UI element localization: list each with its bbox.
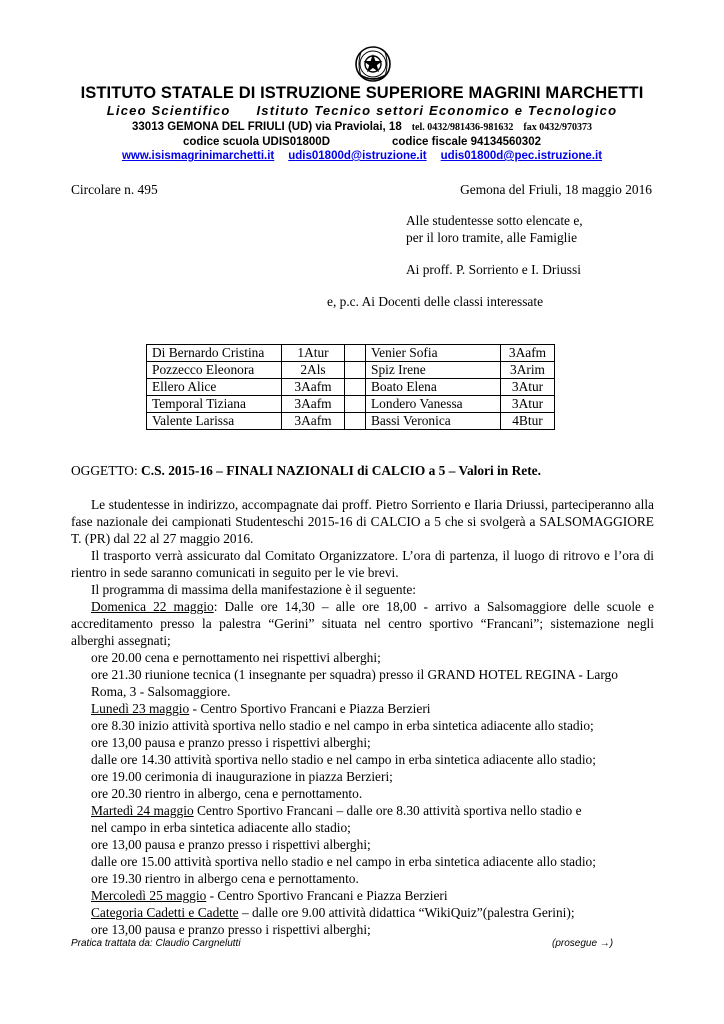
table-separator: [345, 396, 366, 413]
program-line: ore 13,00 pausa e pranzo presso i rispettivi alberghi;: [91, 922, 371, 937]
day-text: - Centro Sportivo Francani e Piazza Berzieri: [189, 701, 431, 716]
student-class: 3Aafm: [282, 379, 345, 396]
student-class: 3Aafm: [282, 396, 345, 413]
institute-codes: [0, 136, 724, 148]
circular-number: Circolare n. 495: [71, 182, 158, 197]
program-line: ore 19.00 cerimonia di inaugurazione in piazza Berzieri;: [91, 769, 393, 784]
program-day-wednesday: [71, 887, 654, 904]
program-day-monday: [71, 700, 654, 717]
day-text: Centro Sportivo Francani – dalle ore 8.30 attività sportiva nello stadio e: [193, 803, 582, 818]
footer-continue: (prosegue →): [552, 938, 614, 949]
program-category: [71, 904, 654, 921]
day-title: Lunedì 23 maggio: [91, 701, 190, 716]
recipients-line-3: Ai proff. P. Sorriento e I. Driussi: [406, 262, 581, 277]
school-types: [0, 103, 724, 118]
day-title: Domenica 22 maggio: [91, 599, 214, 614]
student-name: Boato Elena: [366, 379, 501, 396]
student-name: Londero Vanessa: [366, 396, 501, 413]
table-row: [147, 362, 555, 379]
student-class: 4Btur: [501, 413, 555, 430]
institute-address: [0, 121, 724, 133]
school-code: codice scuola UDIS01800D: [183, 136, 331, 148]
student-name: Temporal Tiziana: [147, 396, 282, 413]
students-table: [146, 344, 555, 430]
body-paragraph: Il trasporto verrà assicurato dal Comitato Organizzatore. L’ora di partenza, il luogo di ritrovo e l’ora di rientro in sede saranno comunicati in seguito per le vie brevi.: [71, 548, 654, 580]
program-line: dalle ore 15.00 attività sportiva nello stadio e nel campo in erba sintetica adiacente allo stadio;: [91, 854, 596, 869]
category-title: Categoria Cadetti e Cadette: [91, 905, 239, 920]
student-name: Venier Sofia: [366, 345, 501, 362]
table-separator: [345, 379, 366, 396]
email-link[interactable]: udis01800d@istruzione.it: [288, 150, 427, 162]
pec-link[interactable]: udis01800d@pec.istruzione.it: [440, 150, 603, 162]
website-link[interactable]: www.isismagrinimarchetti.it: [121, 150, 275, 162]
day-title: Mercoledì 25 maggio: [91, 888, 207, 903]
student-class: 1Atur: [282, 345, 345, 362]
student-name: Ellero Alice: [147, 379, 282, 396]
recipients-line-1: Alle studentesse sotto elencate e,: [406, 213, 583, 228]
school-type-liceo: Liceo Scientifico: [106, 103, 231, 118]
circular-body: [71, 496, 654, 938]
fax: fax 0432/970373: [523, 122, 592, 133]
school-type-tecnico: Istituto Tecnico settori Economico e Tecnologico: [256, 103, 618, 118]
program-line: dalle ore 14.30 attività sportiva nello stadio e nel campo in erba sintetica adiacente allo stadio;: [91, 752, 596, 767]
circular-date: Gemona del Friuli, 18 maggio 2016: [460, 182, 652, 197]
address-text: 33013 GEMONA DEL FRIULI (UD) via Praviolai, 18: [132, 121, 402, 133]
category-text: – dalle ore 9.00 attività didattica “WikiQuiz”(palestra Gerini);: [238, 905, 575, 920]
program-day-sunday: [71, 598, 654, 649]
program-line: ore 20.30 rientro in albergo, cena e pernottamento.: [91, 786, 363, 801]
student-name: Bassi Veronica: [366, 413, 501, 430]
table-separator: [345, 362, 366, 379]
student-class: 3Atur: [501, 379, 555, 396]
recipients-line-4: e, p.c. Ai Docenti delle classi interessate: [327, 294, 544, 309]
table-row: [147, 396, 555, 413]
subject-text: C.S. 2015-16 – FINALI NAZIONALI di CALCIO a 5 – Valori in Rete.: [141, 463, 541, 478]
program-day-tuesday: [71, 802, 654, 819]
day-title: Martedì 24 maggio: [91, 803, 194, 818]
tax-code: codice fiscale 94134560302: [392, 136, 541, 148]
program-line: ore 13,00 pausa e pranzo presso i rispettivi alberghi;: [91, 735, 371, 750]
student-class: 3Arim: [501, 362, 555, 379]
footer-author: Pratica trattata da: Claudio Cargnelutti: [71, 938, 241, 949]
telephone: tel. 0432/981436-981632: [411, 122, 514, 133]
body-paragraph: Il programma di massima della manifestazione è il seguente:: [91, 582, 416, 597]
subject-label: OGGETTO:: [71, 463, 142, 478]
table-separator: [345, 413, 366, 430]
student-name: Valente Larissa: [147, 413, 282, 430]
program-line: ore 13,00 pausa e pranzo presso i rispettivi alberghi;: [91, 837, 371, 852]
subject-line: [71, 462, 541, 479]
table-row: [147, 379, 555, 396]
student-name: Spiz Irene: [366, 362, 501, 379]
institute-links: [0, 150, 724, 162]
institute-name: ISTITUTO STATALE DI ISTRUZIONE SUPERIORE MAGRINI MARCHETTI: [80, 84, 644, 102]
italian-republic-emblem-icon: [353, 44, 393, 84]
program-line: nel campo in erba sintetica adiacente allo stadio;: [91, 820, 351, 835]
student-class: 2Als: [282, 362, 345, 379]
day-text: : Dalle ore 14,30 – alle ore 18,00 - arrivo a Salsomaggiore delle scuole e accreditamento presso la palestra “Gerini” situata nel centro sportivo “Francani”; sistemazione negli alberghi assegnati;: [71, 599, 654, 648]
program-line: ore 21.30 riunione tecnica (1 insegnante per squadra) presso il GRAND HOTEL REGINA - Largo Roma, 3 - Salsomaggiore.: [91, 667, 618, 699]
program-line: ore 8.30 inizio attività sportiva nello stadio e nel campo in erba sintetica adiacente allo stadio;: [91, 718, 594, 733]
program-line: ore 19.30 rientro in albergo cena e pernottamento.: [91, 871, 359, 886]
student-class: 3Atur: [501, 396, 555, 413]
day-text: - Centro Sportivo Francani e Piazza Berzieri: [206, 888, 448, 903]
body-paragraph: Le studentesse in indirizzo, accompagnate dai proff. Pietro Sorriento e Ilaria Driussi, parteciperanno alla fase nazionale dei campionati Studenteschi 2015-16 di CALCIO a 5 che si svolgerà a SALSOMAGGIORE T. (PR) dal 22 al 27 maggio 2016.: [71, 497, 654, 546]
student-name: Di Bernardo Cristina: [147, 345, 282, 362]
student-class: 3Aafm: [501, 345, 555, 362]
table-row: [147, 413, 555, 430]
recipients-line-2: per il loro tramite, alle Famiglie: [406, 230, 578, 245]
student-name: Pozzecco Eleonora: [147, 362, 282, 379]
table-separator: [345, 345, 366, 362]
program-line: ore 20.00 cena e pernottamento nei rispettivi alberghi;: [91, 650, 381, 665]
table-row: [147, 345, 555, 362]
student-class: 3Aafm: [282, 413, 345, 430]
